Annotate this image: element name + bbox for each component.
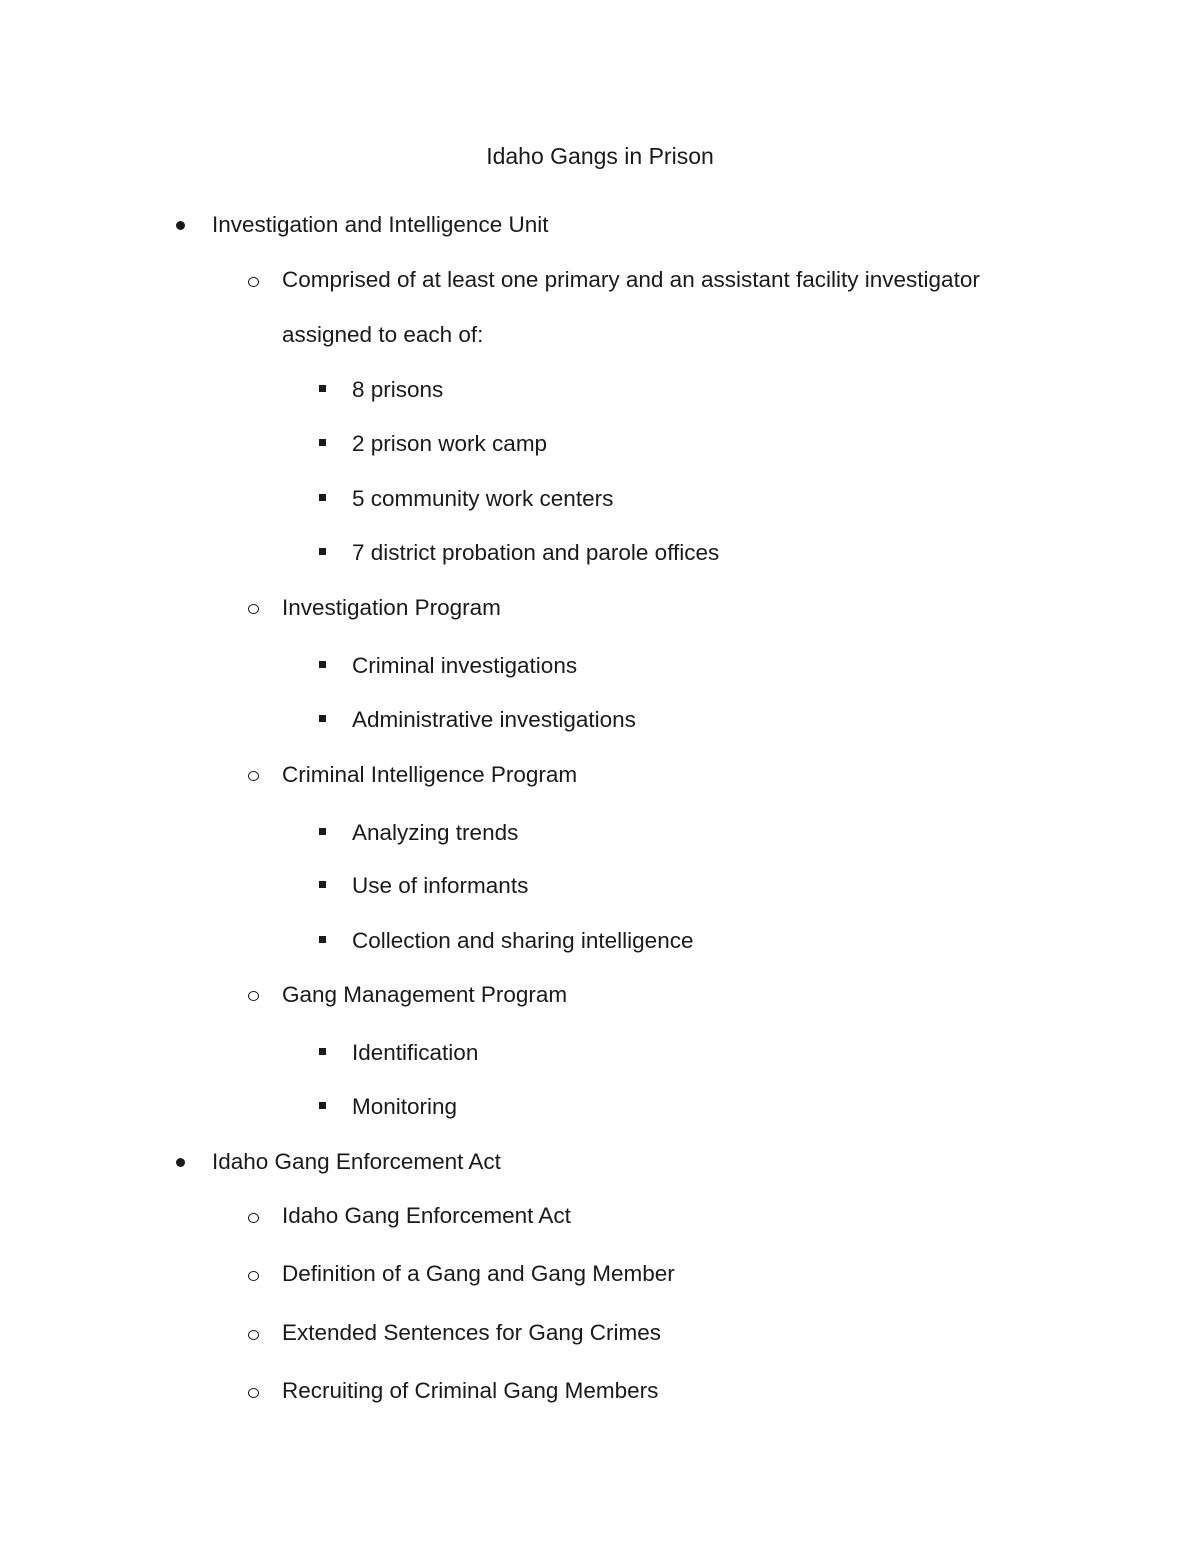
- bullet-square-icon: [319, 881, 326, 888]
- bullet-square-icon: [319, 936, 326, 943]
- list-item: Gang Management Program: [282, 982, 568, 1007]
- bullet-square-icon: [319, 828, 326, 835]
- bullet-square-icon: [319, 385, 326, 392]
- section-heading: Investigation and Intelligence Unit: [212, 212, 549, 237]
- sub-list-item: 2 prison work camp: [352, 431, 548, 456]
- bullet-square-icon: [319, 548, 326, 555]
- sub-list-item: Analyzing trends: [352, 820, 519, 845]
- sub-list-item: Collection and sharing intelligence: [352, 928, 694, 953]
- sub-list-item: Criminal investigations: [352, 653, 578, 678]
- bullet-square-icon: [319, 494, 326, 501]
- list-item: Comprised of at least one primary and an assistant facility investigator: [282, 267, 980, 292]
- bullet-square-icon: [319, 715, 326, 722]
- bullet-circle-icon: [248, 1330, 259, 1340]
- list-item: Extended Sentences for Gang Crimes: [282, 1320, 661, 1345]
- bullet-circle-icon: [248, 1213, 259, 1223]
- bullet-circle-icon: [248, 277, 259, 287]
- sub-list-item: Identification: [352, 1040, 479, 1065]
- list-item: Recruiting of Criminal Gang Members: [282, 1378, 659, 1403]
- bullet-square-icon: [319, 661, 326, 668]
- bullet-square-icon: [319, 439, 326, 446]
- bullet-circle-icon: [248, 991, 259, 1001]
- sub-list-item: Use of informants: [352, 873, 529, 898]
- sub-list-item: Monitoring: [352, 1094, 458, 1119]
- sub-list-item: Administrative investigations: [352, 707, 636, 732]
- sub-list-item: 8 prisons: [352, 377, 444, 402]
- bullet-circle-icon: [248, 1271, 259, 1281]
- list-item-continuation: assigned to each of:: [282, 322, 484, 347]
- list-item: Definition of a Gang and Gang Member: [282, 1261, 675, 1286]
- bullet-circle-icon: [248, 604, 259, 614]
- bullet-square-icon: [319, 1102, 326, 1109]
- document-title: Idaho Gangs in Prison: [486, 143, 714, 169]
- list-item: Idaho Gang Enforcement Act: [282, 1203, 571, 1228]
- bullet-disc-icon: [176, 221, 185, 230]
- sub-list-item: 5 community work centers: [352, 486, 614, 511]
- bullet-circle-icon: [248, 1388, 259, 1398]
- sub-list-item: 7 district probation and parole offices: [352, 540, 720, 565]
- bullet-square-icon: [319, 1048, 326, 1055]
- section-heading: Idaho Gang Enforcement Act: [212, 1149, 501, 1174]
- list-item: Criminal Intelligence Program: [282, 762, 578, 787]
- bullet-circle-icon: [248, 771, 259, 781]
- bullet-disc-icon: [176, 1158, 185, 1167]
- list-item: Investigation Program: [282, 595, 501, 620]
